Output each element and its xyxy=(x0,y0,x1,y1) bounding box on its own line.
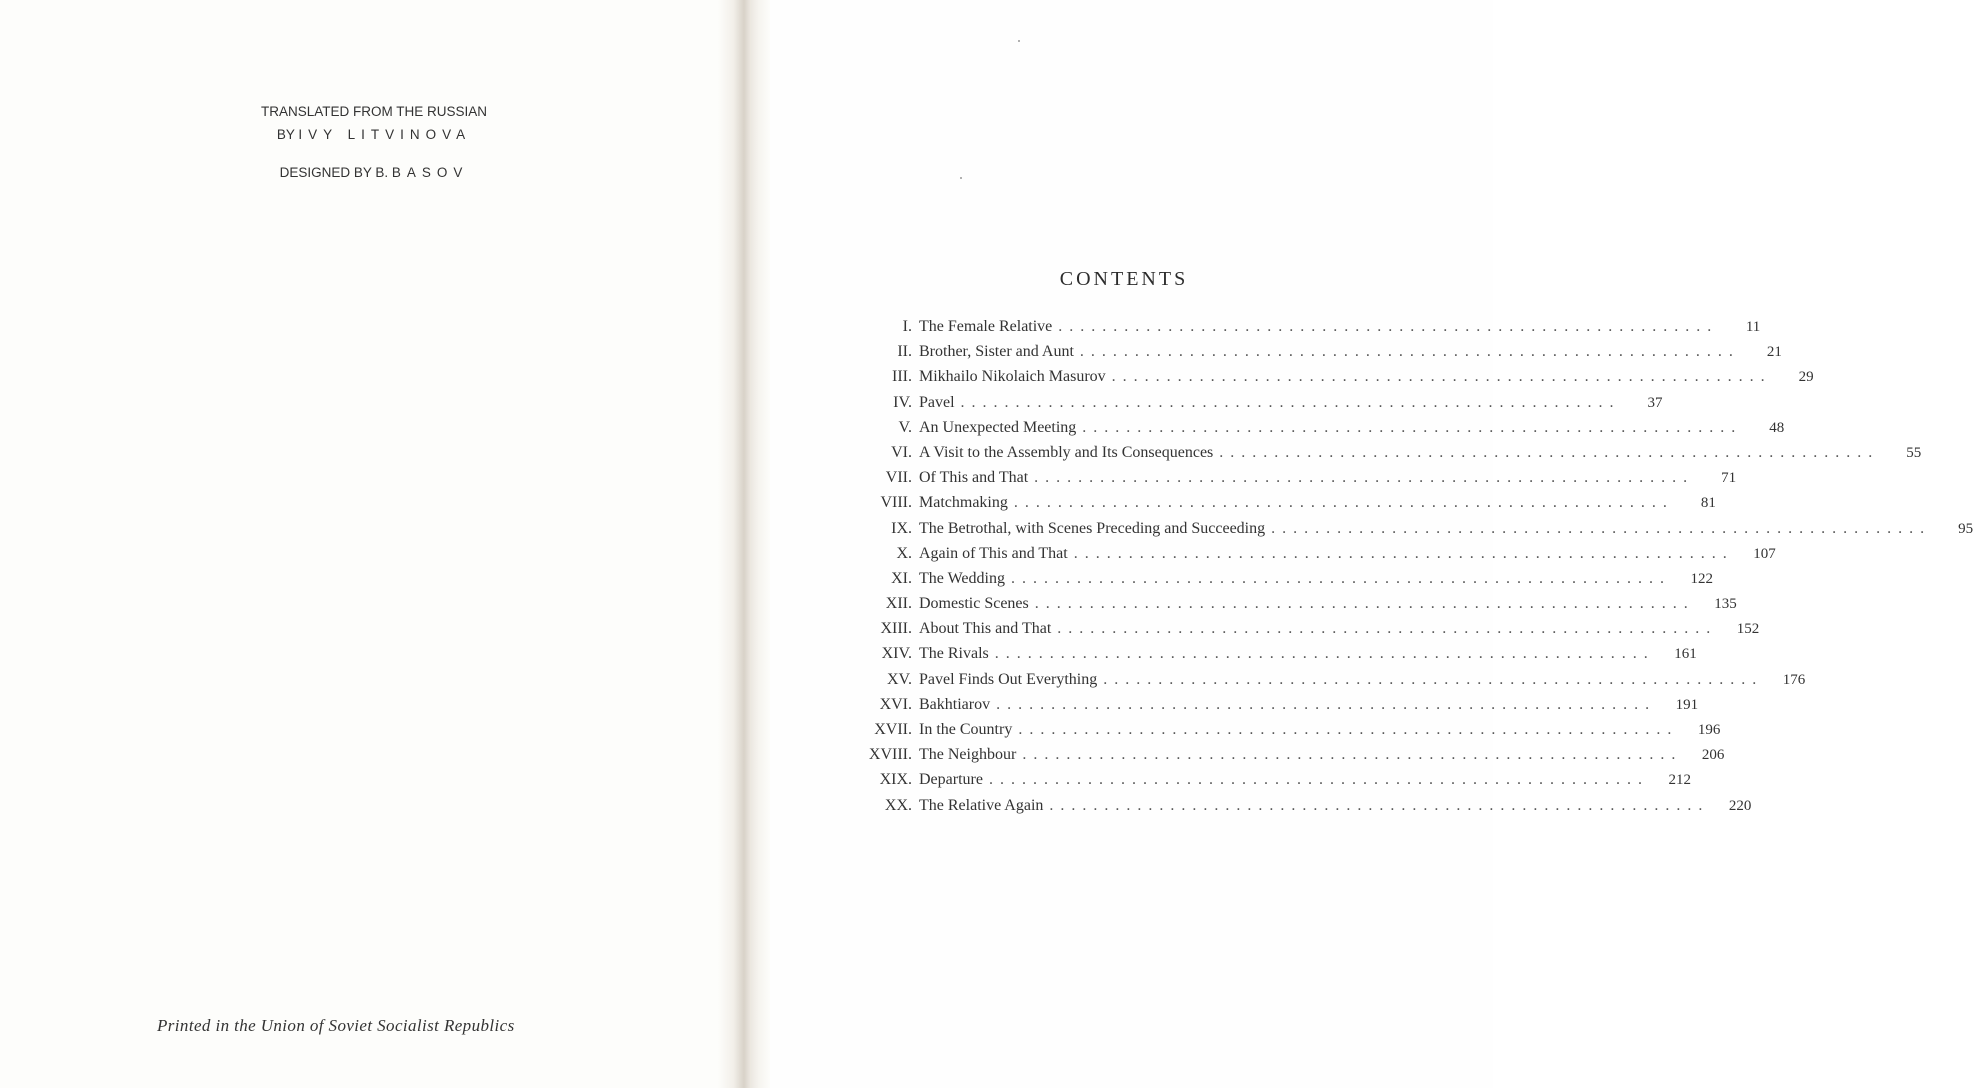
toc-leader-dots: ............................................................ xyxy=(1058,318,1719,335)
toc-chapter-title: The Relative Again xyxy=(919,796,1044,814)
toc-chapter-title: An Unexpected Meeting xyxy=(919,418,1077,436)
toc-entry xyxy=(850,595,1737,620)
toc-entry xyxy=(850,721,1721,746)
toc-chapter-title: Pavel xyxy=(919,393,955,411)
toc-page-number: 81 xyxy=(1700,495,1716,512)
toc-chapter-title: Departure xyxy=(919,771,983,789)
left-page xyxy=(0,0,738,1088)
toc-chapter-title: Pavel Finds Out Everything xyxy=(919,670,1098,688)
toc-leader-dots: ............................................................ xyxy=(1022,746,1683,764)
toc-entry xyxy=(850,368,1814,393)
toc-chapter-title: The Female Relative xyxy=(919,318,1053,335)
toc-chapter-title: The Wedding xyxy=(919,569,1005,587)
toc-leader-dots: ............................................................ xyxy=(1034,595,1695,613)
toc-chapter-title: Bakhtiarov xyxy=(919,695,991,713)
toc-page-number: 196 xyxy=(1697,722,1721,738)
toc-chapter-number: XVIII. xyxy=(868,746,912,764)
paper-speck xyxy=(1018,40,1020,42)
toc-page-number: 122 xyxy=(1690,570,1713,587)
toc-page-number: 212 xyxy=(1668,772,1691,789)
toc-chapter-title: The Rivals xyxy=(919,645,989,663)
credits-block xyxy=(150,100,598,184)
toc-page-number: 71 xyxy=(1721,470,1737,487)
toc-entry xyxy=(850,771,1691,796)
toc-entry xyxy=(850,318,1761,343)
toc-leader-dots: ............................................................ xyxy=(994,645,1655,663)
toc-leader-dots: ............................................................ xyxy=(1018,721,1679,738)
toc-page-number: 95 xyxy=(1958,520,1973,537)
toc-chapter-number: XI. xyxy=(891,569,912,587)
contents-heading: CONTENTS xyxy=(1059,268,1189,290)
toc-leader-dots: ............................................................ xyxy=(988,771,1649,789)
designed-prefix: DESIGNED BY B. xyxy=(279,165,389,180)
toc-page-number: 37 xyxy=(1647,394,1663,411)
toc-leader-dots: ............................................................ xyxy=(1013,494,1674,512)
toc-page-number: 176 xyxy=(1782,671,1806,688)
designer-name: BASOV xyxy=(391,165,469,180)
toc-leader-dots: ............................................................ xyxy=(1057,620,1718,638)
toc-entry xyxy=(850,569,1713,595)
toc-page-number: 29 xyxy=(1798,369,1814,386)
toc-leader-dots: ............................................................ xyxy=(1010,569,1671,587)
toc-entry xyxy=(850,469,1737,494)
toc-chapter-number: I. xyxy=(902,318,912,335)
toc-chapter-number: XVII. xyxy=(874,721,912,738)
toc-chapter-title: About This and That xyxy=(919,620,1052,638)
toc-page-number: 48 xyxy=(1769,419,1785,436)
toc-page-number: 21 xyxy=(1766,344,1782,361)
toc-leader-dots: ............................................................ xyxy=(1111,368,1772,386)
toc-page-number: 220 xyxy=(1728,797,1752,814)
toc-chapter-number: II. xyxy=(897,343,912,361)
toc-leader-dots: ............................................................ xyxy=(1219,443,1880,461)
toc-page-number: 107 xyxy=(1753,545,1776,562)
by-prefix: BY xyxy=(276,127,295,142)
toc-page-number: 11 xyxy=(1745,319,1761,335)
toc-page-number: 152 xyxy=(1736,621,1760,638)
toc-chapter-number: III. xyxy=(892,368,912,386)
toc-entry xyxy=(850,620,1760,645)
translator-name: IVY LITVINOVA xyxy=(298,127,472,142)
book-gutter xyxy=(718,0,770,1088)
toc-chapter-title: Of This and That xyxy=(919,469,1029,487)
toc-leader-dots: ............................................................ xyxy=(1271,519,1932,537)
toc-chapter-number: IV. xyxy=(893,393,912,411)
toc-leader-dots: ............................................................ xyxy=(960,393,1621,411)
toc-chapter-number: VI. xyxy=(891,443,912,461)
toc-leader-dots: ............................................................ xyxy=(1103,670,1764,688)
toc-chapter-number: XX. xyxy=(884,796,912,814)
toc-leader-dots: ............................................................ xyxy=(996,695,1657,713)
toc-entry xyxy=(850,796,1752,822)
toc-chapter-number: X. xyxy=(896,544,912,562)
toc-chapter-number: V. xyxy=(898,418,912,436)
toc-entry xyxy=(850,393,1663,419)
toc-entry xyxy=(850,645,1697,670)
toc-chapter-title: Mikhailo Nikolaich Masurov xyxy=(919,368,1106,386)
toc-leader-dots: ............................................................ xyxy=(1034,469,1695,487)
toc-page-number: 135 xyxy=(1714,596,1737,613)
toc-chapter-title: Domestic Scenes xyxy=(919,595,1029,613)
toc-chapter-number: XV. xyxy=(886,670,912,688)
toc-chapter-number: XIX. xyxy=(879,771,912,789)
imprint-line: Printed in the Union of Soviet Socialist Republics xyxy=(157,1016,515,1035)
right-page xyxy=(770,0,1973,1088)
toc-chapter-title: In the Country xyxy=(919,721,1013,738)
toc-entry xyxy=(850,670,1806,696)
toc-chapter-title: The Neighbour xyxy=(919,746,1017,764)
toc-chapter-title: The Betrothal, with Scenes Preceding and Succeeding xyxy=(919,519,1266,537)
toc-chapter-number: VII. xyxy=(885,469,912,487)
toc-chapter-number: XIII. xyxy=(880,620,912,638)
toc-entry xyxy=(850,494,1716,519)
table-of-contents xyxy=(850,318,1973,822)
toc-leader-dots: ............................................................ xyxy=(1079,343,1740,361)
translated-line: TRANSLATED FROM THE RUSSIAN xyxy=(260,104,488,119)
toc-entry xyxy=(850,343,1782,368)
toc-entry xyxy=(850,695,1699,721)
toc-entry xyxy=(850,443,1922,469)
toc-entry xyxy=(850,418,1785,444)
toc-chapter-title: Matchmaking xyxy=(919,494,1008,512)
translator-line xyxy=(150,123,598,146)
toc-page-number: 55 xyxy=(1906,444,1922,461)
toc-chapter-number: IX. xyxy=(891,519,912,537)
toc-leader-dots: ............................................................ xyxy=(1073,544,1734,562)
designer-line xyxy=(150,161,598,184)
toc-page-number: 161 xyxy=(1674,646,1697,663)
toc-leader-dots: ............................................................ xyxy=(1082,418,1743,436)
paper-speck xyxy=(960,177,962,179)
toc-chapter-number: XIV. xyxy=(881,645,912,663)
toc-chapter-number: XII. xyxy=(885,595,912,613)
toc-entry xyxy=(850,544,1776,570)
toc-chapter-title: Again of This and That xyxy=(919,544,1068,562)
toc-chapter-title: A Visit to the Assembly and Its Consequences xyxy=(919,443,1214,461)
toc-page-number: 191 xyxy=(1675,696,1699,713)
toc-chapter-number: VIII. xyxy=(880,494,912,512)
toc-entry xyxy=(850,746,1725,771)
toc-chapter-number: XVI. xyxy=(879,695,912,713)
toc-leader-dots: ............................................................ xyxy=(1049,796,1710,814)
toc-entry xyxy=(850,519,1973,545)
toc-chapter-title: Brother, Sister and Aunt xyxy=(919,343,1074,361)
toc-page-number: 206 xyxy=(1701,747,1725,764)
